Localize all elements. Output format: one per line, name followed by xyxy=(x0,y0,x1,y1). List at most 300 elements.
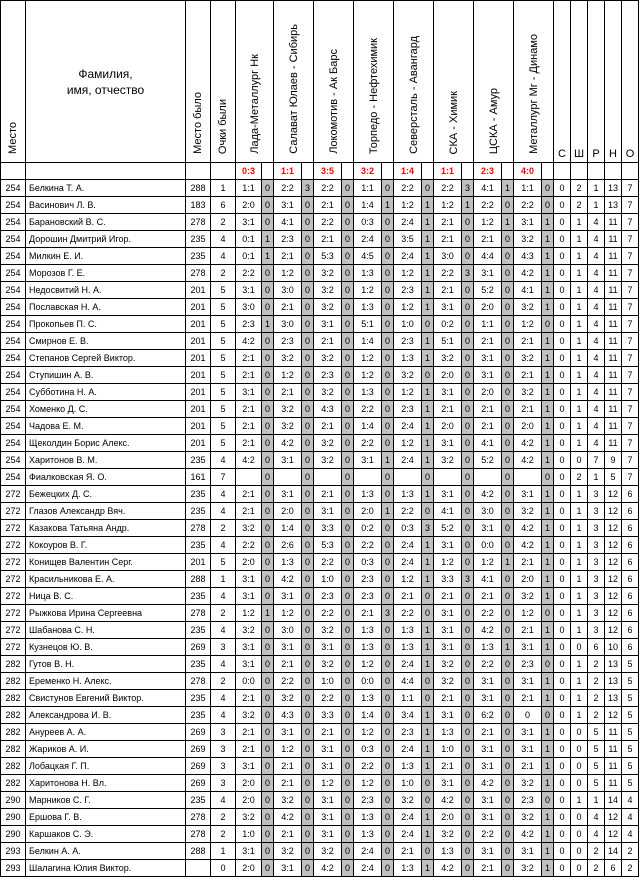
stat-cell: 3 xyxy=(588,571,605,588)
stat-cell: 6 xyxy=(622,520,639,537)
prev-place-cell: 235 xyxy=(186,231,211,248)
match-points-cell: 1 xyxy=(422,486,434,503)
match-points-cell: 0 xyxy=(302,690,314,707)
prev-place-cell: 235 xyxy=(186,503,211,520)
match-points-cell: 1 xyxy=(542,435,554,452)
header-match-5: Северсталь - Авангард xyxy=(394,1,434,163)
stat-cell: 4 xyxy=(588,299,605,316)
match-points-cell: 0 xyxy=(422,469,434,486)
prediction-cell: 3:2 xyxy=(314,435,342,452)
prediction-cell: 2:4 xyxy=(394,554,422,571)
prev-points-cell: 5 xyxy=(211,299,236,316)
stat-cell: 1 xyxy=(571,707,588,724)
name-cell: Шалагина Юлия Виктор. xyxy=(26,860,186,877)
prediction-cell: 2:4 xyxy=(394,418,422,435)
match-points-cell: 0 xyxy=(462,792,474,809)
prediction-cell: 3:1 xyxy=(314,809,342,826)
place-cell: 272 xyxy=(1,605,26,622)
match-points-cell: 1 xyxy=(422,656,434,673)
prev-place-cell: 201 xyxy=(186,435,211,452)
prediction-cell: 4:2 xyxy=(514,537,542,554)
prediction-cell: 3:1 xyxy=(236,843,262,860)
match-points-cell: 0 xyxy=(382,843,394,860)
name-cell: Васинович Л. В. xyxy=(26,197,186,214)
prediction-cell: 2:1 xyxy=(394,588,422,605)
prediction-cell xyxy=(474,469,502,486)
match-points-cell: 0 xyxy=(502,469,514,486)
prev-points-cell: 3 xyxy=(211,639,236,656)
match-points-cell: 1 xyxy=(462,197,474,214)
stat-cell: 4 xyxy=(588,350,605,367)
match-points-cell: 0 xyxy=(462,418,474,435)
stat-cell: 2 xyxy=(622,843,639,860)
prev-points-cell: 2 xyxy=(211,605,236,622)
prev-points-cell: 4 xyxy=(211,486,236,503)
prediction-cell: 3:1 xyxy=(314,826,342,843)
stat-cell: 11 xyxy=(605,435,622,452)
stat-cell: 1 xyxy=(571,265,588,282)
name-cell: Белкин А. А. xyxy=(26,843,186,860)
stat-cell: 12 xyxy=(605,520,622,537)
prediction-cell: 2:4 xyxy=(394,248,422,265)
prev-points-cell: 3 xyxy=(211,758,236,775)
header-match-4: Торпедо - Нефтехимик xyxy=(354,1,394,163)
match-points-cell: 1 xyxy=(542,231,554,248)
stat-cell: 1 xyxy=(571,350,588,367)
match-points-cell: 0 xyxy=(382,673,394,690)
match-points-cell: 1 xyxy=(262,605,274,622)
prediction-cell: 0 xyxy=(514,707,542,724)
place-cell: 254 xyxy=(1,469,26,486)
match-points-cell: 0 xyxy=(542,316,554,333)
place-cell: 272 xyxy=(1,622,26,639)
table-row xyxy=(1,809,639,826)
header-stat-n: Н xyxy=(605,1,622,163)
prev-points-cell: 4 xyxy=(211,656,236,673)
prediction-cell: 3:1 xyxy=(274,197,302,214)
prediction-cell: 1:3 xyxy=(354,826,382,843)
prediction-cell: 3:0 xyxy=(474,503,502,520)
prediction-cell: 3:2 xyxy=(314,265,342,282)
match-points-cell: 0 xyxy=(462,860,474,877)
prediction-cell: 2:0 xyxy=(514,418,542,435)
match-points-cell: 0 xyxy=(462,673,474,690)
prediction-cell: 3:1 xyxy=(514,741,542,758)
place-cell: 290 xyxy=(1,809,26,826)
result-8: 4:0 xyxy=(514,163,542,180)
prev-points-cell: 3 xyxy=(211,724,236,741)
prev-place-cell: 278 xyxy=(186,605,211,622)
match-points-cell: 0 xyxy=(382,860,394,877)
match-points-cell: 0 xyxy=(262,690,274,707)
stat-cell: 11 xyxy=(605,231,622,248)
stat-cell: 0 xyxy=(554,826,571,843)
match-points-cell: 0 xyxy=(302,571,314,588)
match-points-cell: 0 xyxy=(382,537,394,554)
match-points-cell: 0 xyxy=(262,639,274,656)
stat-cell: 4 xyxy=(588,231,605,248)
result-2: 1:1 xyxy=(274,163,302,180)
match-points-cell: 0 xyxy=(302,197,314,214)
prev-points-cell: 5 xyxy=(211,435,236,452)
prediction-cell: 3:1 xyxy=(434,639,462,656)
stat-cell: 5 xyxy=(622,707,639,724)
match-points-cell: 0 xyxy=(382,707,394,724)
place-cell: 282 xyxy=(1,758,26,775)
match-points-cell: 0 xyxy=(342,401,354,418)
table-row xyxy=(1,367,639,384)
prediction-cell: 1:1 xyxy=(354,180,382,197)
match-points-cell: 0 xyxy=(342,316,354,333)
prediction-cell: 1:2 xyxy=(474,214,502,231)
results-row xyxy=(1,163,639,180)
match-points-cell: 0 xyxy=(262,333,274,350)
match-points-cell: 0 xyxy=(462,469,474,486)
prediction-cell: 2:1 xyxy=(514,758,542,775)
prev-place-cell: 201 xyxy=(186,350,211,367)
place-cell: 272 xyxy=(1,520,26,537)
match-points-cell: 1 xyxy=(422,758,434,775)
match-points-cell: 1 xyxy=(542,418,554,435)
table-row xyxy=(1,282,639,299)
prediction-cell: 1:2 xyxy=(394,571,422,588)
match-points-cell: 0 xyxy=(302,809,314,826)
prediction-cell: 2:2 xyxy=(394,180,422,197)
match-points-cell: 0 xyxy=(462,282,474,299)
name-cell: Александрова И. В. xyxy=(26,707,186,724)
match-points-cell: 0 xyxy=(382,418,394,435)
match-points-cell: 0 xyxy=(382,520,394,537)
prev-place-cell: 201 xyxy=(186,554,211,571)
prediction-cell: 1:2 xyxy=(354,350,382,367)
match-points-cell: 1 xyxy=(542,724,554,741)
prediction-cell: 3:1 xyxy=(236,282,262,299)
match-points-cell: 1 xyxy=(542,673,554,690)
stat-cell: 0 xyxy=(554,452,571,469)
stat-cell: 0 xyxy=(554,384,571,401)
match-points-cell: 0 xyxy=(342,384,354,401)
match-points-cell: 0 xyxy=(302,350,314,367)
prediction-cell: 2:3 xyxy=(274,333,302,350)
prediction-cell: 3:1 xyxy=(474,741,502,758)
match-points-cell: 0 xyxy=(502,758,514,775)
prediction-cell: 3:0 xyxy=(274,622,302,639)
stat-cell: 0 xyxy=(554,622,571,639)
prediction-cell: 3:2 xyxy=(314,452,342,469)
prediction-cell: 2:2 xyxy=(354,401,382,418)
prediction-cell: 2:3 xyxy=(514,792,542,809)
prev-place-cell: 269 xyxy=(186,639,211,656)
stat-cell: 11 xyxy=(605,367,622,384)
match-points-cell: 0 xyxy=(382,367,394,384)
prev-points-cell: 2 xyxy=(211,809,236,826)
match-points-cell: 1 xyxy=(422,724,434,741)
prediction-cell: 3:2 xyxy=(274,843,302,860)
prediction-cell: 2:0 xyxy=(236,775,262,792)
prediction-cell: 3:2 xyxy=(514,588,542,605)
match-points-cell: 0 xyxy=(302,826,314,843)
match-points-cell: 0 xyxy=(502,792,514,809)
prediction-cell: 2:2 xyxy=(474,605,502,622)
prev-place-cell: 278 xyxy=(186,826,211,843)
match-points-cell: 0 xyxy=(342,197,354,214)
match-points-cell: 0 xyxy=(462,503,474,520)
prediction-cell: 2:1 xyxy=(274,384,302,401)
stat-cell: 7 xyxy=(622,401,639,418)
prev-place-cell: 278 xyxy=(186,214,211,231)
name-cell: Недосвитий Н. А. xyxy=(26,282,186,299)
match-points-cell: 1 xyxy=(542,486,554,503)
prediction-cell: 3:2 xyxy=(314,843,342,860)
match-points-cell: 0 xyxy=(302,418,314,435)
stat-cell: 0 xyxy=(554,486,571,503)
stat-cell: 3 xyxy=(588,605,605,622)
match-points-cell: 0 xyxy=(382,214,394,231)
prediction-cell: 2:2 xyxy=(274,180,302,197)
match-points-cell: 0 xyxy=(542,707,554,724)
header-match-1: Лада-Металлург Нк xyxy=(236,1,274,163)
prediction-cell: 1:2 xyxy=(394,299,422,316)
prev-points-cell: 5 xyxy=(211,418,236,435)
stat-cell: 12 xyxy=(605,486,622,503)
match-points-cell: 0 xyxy=(302,537,314,554)
prev-place-cell: 235 xyxy=(186,690,211,707)
match-points-cell: 0 xyxy=(502,741,514,758)
match-points-cell: 1 xyxy=(542,639,554,656)
match-points-cell: 3 xyxy=(462,571,474,588)
stat-cell: 4 xyxy=(588,367,605,384)
match-points-cell: 1 xyxy=(542,554,554,571)
stat-cell: 0 xyxy=(554,231,571,248)
prediction-cell: 2:6 xyxy=(274,537,302,554)
prediction-cell: 2:4 xyxy=(354,231,382,248)
stat-cell: 0 xyxy=(554,299,571,316)
table-row xyxy=(1,299,639,316)
stat-cell: 1 xyxy=(571,248,588,265)
match-points-cell: 0 xyxy=(342,656,354,673)
stat-cell: 4 xyxy=(588,418,605,435)
name-cell: Прокопьев П. С. xyxy=(26,316,186,333)
match-points-cell: 0 xyxy=(502,452,514,469)
prev-points-cell: 2 xyxy=(211,520,236,537)
prediction-cell: 3:3 xyxy=(314,707,342,724)
match-points-cell: 0 xyxy=(502,809,514,826)
prediction-cell: 3:2 xyxy=(274,690,302,707)
place-cell: 254 xyxy=(1,401,26,418)
stat-cell: 0 xyxy=(554,214,571,231)
match-points-cell: 1 xyxy=(382,503,394,520)
place-cell: 254 xyxy=(1,299,26,316)
match-points-cell: 0 xyxy=(462,826,474,843)
stat-cell: 11 xyxy=(605,401,622,418)
match-points-cell: 0 xyxy=(462,333,474,350)
place-cell: 272 xyxy=(1,639,26,656)
match-points-cell: 0 xyxy=(422,503,434,520)
prediction-cell: 2:0 xyxy=(236,554,262,571)
prediction-cell: 2:1 xyxy=(314,333,342,350)
name-cell: Марников С. Г. xyxy=(26,792,186,809)
prev-points-cell: 3 xyxy=(211,741,236,758)
stat-cell: 11 xyxy=(605,418,622,435)
prediction-cell: 1:3 xyxy=(394,639,422,656)
prev-place-cell: 269 xyxy=(186,741,211,758)
prediction-cell: 2:3 xyxy=(236,316,262,333)
name-cell: Харитонова Н. Вл. xyxy=(26,775,186,792)
prediction-cell: 4:1 xyxy=(274,214,302,231)
prediction-cell: 0:0 xyxy=(236,673,262,690)
prev-place-cell: 269 xyxy=(186,724,211,741)
stat-cell: 1 xyxy=(571,231,588,248)
prediction-cell: 2:4 xyxy=(354,843,382,860)
match-points-cell: 1 xyxy=(542,350,554,367)
stat-cell: 6 xyxy=(622,486,639,503)
stat-cell: 0 xyxy=(554,775,571,792)
match-points-cell: 1 xyxy=(422,571,434,588)
stat-cell: 11 xyxy=(605,775,622,792)
match-points-cell: 0 xyxy=(422,673,434,690)
match-points-cell: 0 xyxy=(342,265,354,282)
stat-cell: 12 xyxy=(605,826,622,843)
stat-cell: 12 xyxy=(605,809,622,826)
match-points-cell: 0 xyxy=(382,384,394,401)
stat-cell: 4 xyxy=(588,401,605,418)
match-points-cell: 0 xyxy=(502,843,514,860)
prediction-cell: 2:1 xyxy=(274,758,302,775)
stat-cell: 4 xyxy=(588,214,605,231)
prediction-cell: 3:2 xyxy=(514,809,542,826)
match-points-cell: 0 xyxy=(342,299,354,316)
prev-points-cell: 2 xyxy=(211,265,236,282)
match-points-cell: 0 xyxy=(382,809,394,826)
prediction-cell: 4:5 xyxy=(354,248,382,265)
prediction-cell: 3:1 xyxy=(514,724,542,741)
place-cell: 254 xyxy=(1,350,26,367)
match-points-cell: 0 xyxy=(262,622,274,639)
place-cell: 282 xyxy=(1,707,26,724)
prediction-cell: 3:5 xyxy=(394,231,422,248)
stat-cell: 0 xyxy=(554,605,571,622)
stat-cell: 7 xyxy=(588,452,605,469)
match-points-cell: 1 xyxy=(542,809,554,826)
prediction-cell: 0:1 xyxy=(236,231,262,248)
prev-points-cell: 4 xyxy=(211,503,236,520)
prediction-cell: 3:2 xyxy=(236,622,262,639)
prediction-cell: 5:3 xyxy=(314,537,342,554)
stat-cell: 0 xyxy=(571,639,588,656)
stat-cell: 6 xyxy=(622,554,639,571)
stat-cell: 6 xyxy=(622,622,639,639)
prev-place-cell: 235 xyxy=(186,486,211,503)
match-points-cell: 0 xyxy=(462,588,474,605)
prediction-cell: 1:0 xyxy=(394,316,422,333)
table-row xyxy=(1,656,639,673)
match-points-cell: 0 xyxy=(302,724,314,741)
place-cell: 254 xyxy=(1,197,26,214)
prediction-cell: 3:1 xyxy=(474,792,502,809)
name-cell: Кузнецов Ю. В. xyxy=(26,639,186,656)
stat-cell: 1 xyxy=(571,486,588,503)
match-points-cell: 0 xyxy=(342,741,354,758)
prediction-cell: 0:0 xyxy=(354,673,382,690)
match-points-cell: 0 xyxy=(262,265,274,282)
stat-cell: 1 xyxy=(588,197,605,214)
place-cell: 254 xyxy=(1,231,26,248)
prediction-cell: 1:3 xyxy=(394,350,422,367)
match-points-cell: 0 xyxy=(502,367,514,384)
prediction-cell: 2:3 xyxy=(394,333,422,350)
table-row xyxy=(1,333,639,350)
place-cell: 272 xyxy=(1,571,26,588)
match-points-cell: 0 xyxy=(382,401,394,418)
prev-place-cell: 235 xyxy=(186,792,211,809)
match-points-cell: 0 xyxy=(262,520,274,537)
prev-points-cell: 4 xyxy=(211,792,236,809)
table-row xyxy=(1,537,639,554)
match-points-cell: 1 xyxy=(422,537,434,554)
match-points-cell: 0 xyxy=(342,571,354,588)
match-points-cell: 1 xyxy=(422,197,434,214)
match-points-cell: 0 xyxy=(502,537,514,554)
match-points-cell: 0 xyxy=(302,520,314,537)
match-points-cell: 1 xyxy=(422,265,434,282)
prediction-cell: 4:2 xyxy=(274,435,302,452)
match-points-cell: 0 xyxy=(462,537,474,554)
match-points-cell: 0 xyxy=(342,350,354,367)
prediction-cell: 2:4 xyxy=(394,537,422,554)
stat-cell: 6 xyxy=(622,571,639,588)
stat-cell: 11 xyxy=(605,214,622,231)
match-points-cell: 0 xyxy=(462,435,474,452)
table-row xyxy=(1,605,639,622)
prediction-cell: 3:1 xyxy=(514,486,542,503)
match-points-cell: 0 xyxy=(502,707,514,724)
stat-cell: 1 xyxy=(571,690,588,707)
stat-cell: 3 xyxy=(588,486,605,503)
match-points-cell: 0 xyxy=(502,860,514,877)
match-points-cell: 0 xyxy=(342,469,354,486)
prediction-cell: 2:3 xyxy=(394,401,422,418)
stat-cell: 1 xyxy=(571,282,588,299)
match-points-cell: 0 xyxy=(262,180,274,197)
prediction-cell: 2:2 xyxy=(236,265,262,282)
place-cell: 282 xyxy=(1,673,26,690)
prediction-cell: 3:1 xyxy=(314,316,342,333)
prediction-cell: 3:2 xyxy=(514,503,542,520)
name-cell: Лобацкая Г. П. xyxy=(26,758,186,775)
stat-cell: 0 xyxy=(571,758,588,775)
match-points-cell: 0 xyxy=(462,452,474,469)
prediction-cell: 1:4 xyxy=(354,418,382,435)
prediction-cell: 3:2 xyxy=(314,622,342,639)
prediction-cell: 3:1 xyxy=(434,435,462,452)
name-cell: Хоменко Д. С. xyxy=(26,401,186,418)
prediction-cell: 2:2 xyxy=(354,537,382,554)
prev-place-cell: 269 xyxy=(186,758,211,775)
prediction-cell: 5:3 xyxy=(314,248,342,265)
match-points-cell: 0 xyxy=(422,180,434,197)
prediction-cell: 3:1 xyxy=(434,537,462,554)
prev-place-cell: 278 xyxy=(186,520,211,537)
match-points-cell: 1 xyxy=(422,384,434,401)
match-points-cell: 0 xyxy=(542,656,554,673)
prediction-cell: 2:2 xyxy=(314,214,342,231)
match-points-cell: 0 xyxy=(382,571,394,588)
stat-cell: 12 xyxy=(605,707,622,724)
stat-cell: 2 xyxy=(622,860,639,877)
prev-place-cell: 288 xyxy=(186,571,211,588)
stat-cell: 0 xyxy=(554,588,571,605)
stat-cell: 1 xyxy=(571,792,588,809)
